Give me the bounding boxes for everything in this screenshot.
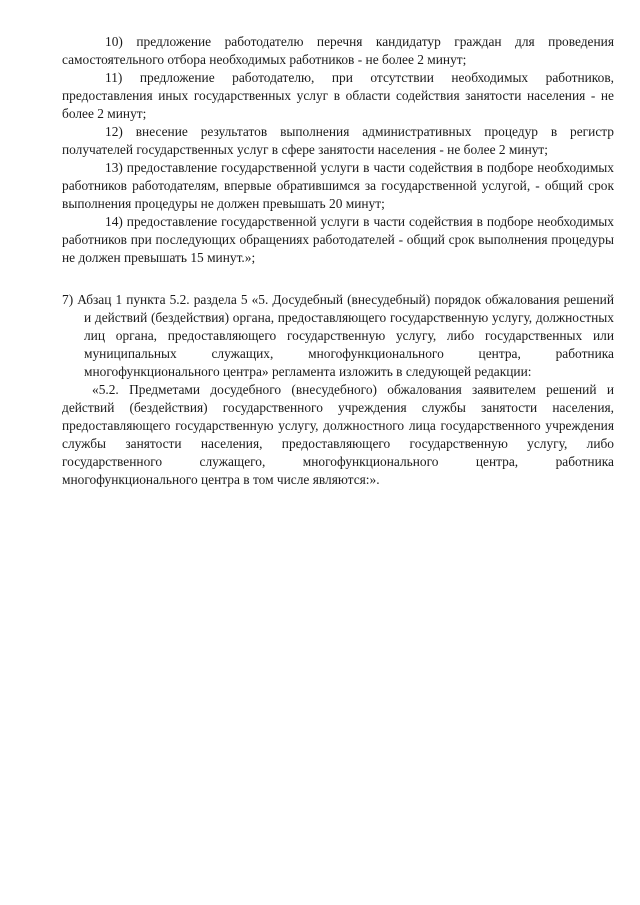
item-11-paragraph: 11) предложение работодателю, при отсутствии необходимых работников, предоставления иных государственных услуг в области содействия занятости населения - не более 2 минут;: [62, 70, 614, 121]
procedure-list: [62, 33, 614, 267]
item-10-paragraph: 10) предложение работодателю перечня кандидатур граждан для проведения самостоятельного отбора необходимых работников - не более 2 минут;: [62, 34, 614, 67]
item-13-paragraph: 13) предоставление государственной услуги в части содействия в подборе необходимых работников работодателям, впервые обратившимся за государственной услугой, - общий срок выполнения процедуры не должен превышать 20 минут;: [62, 160, 614, 211]
amendment-section: [62, 291, 614, 489]
quoted-new-text: «5.2. Предметами досудебного (внесудебного) обжалования заявителем решений и действий (бездействия) государственного учреждения службы занятости населения, предоставляющего государственную услугу, должностного лица государственного учреждения службы занятости населения, предоставляющего государственную услугу, либо государственного служащего, многофункционального центра, работника многофункционального центра в том числе являются:».: [62, 382, 614, 487]
item-12-paragraph: 12) внесение результатов выполнения административных процедур в регистр получателей государственных услуг в сфере занятости населения - не более 2 минут;: [62, 124, 614, 157]
item-14-paragraph: 14) предоставление государственной услуги в части содействия в подборе необходимых работников при последующих обращениях работодателей - общий срок выполнения процедуры не должен превышать 15 минут.»;: [62, 214, 614, 265]
item-7-paragraph: 7) Абзац 1 пункта 5.2. раздела 5 «5. Досудебный (внесудебный) порядок обжалования решений и действий (бездействия) органа, предоставляющего государственную услугу, должностных лиц органа, предоставляющего государственную услугу, либо государственных или муниципальных служащих, многофункционального центра, работника многофункционального центра» регламента изложить в следующей редакции:: [62, 292, 614, 379]
